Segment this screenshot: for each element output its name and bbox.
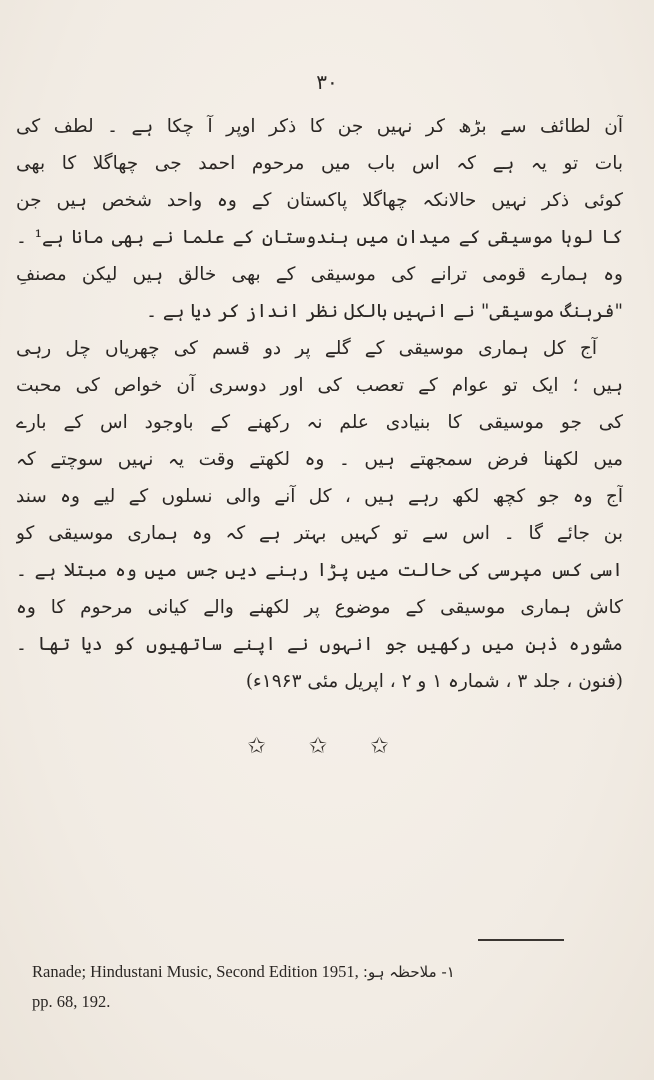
- text-line-9: کی جو موسیقی کا بنیادی علم نہ رکھنے کے باوجود اس کے بارے: [16, 412, 623, 433]
- text-line-11: آج وہ جو کچھ لکھ رہے ہیں ، کل آنے والی نسلوں کے لیے وہ سند: [16, 486, 623, 507]
- text-line-4: کا لوہا موسیقی کے میدان میں ہندوستان کے علما نے بھی مانا ہے¹ ۔: [16, 227, 623, 248]
- text-line-15: مشورہ ذہن میں رکھیں جو انہوں نے اپنے ساتھیوں کو دیا تھا ۔: [16, 634, 623, 655]
- body-text: [16, 108, 623, 700]
- text-line-3: کوئی ذکر نہیں حالانکہ چھاگلا پاکستان کے وہ واحد شخص ہیں جن: [16, 190, 623, 211]
- footnote-line-2: pp. 68, 192.: [32, 992, 111, 1011]
- text-line-2: بات تو یہ ہے کہ اس باب میں مرحوم احمد جی چھاگلا کا بھی: [16, 153, 623, 174]
- text-line-7: آج کل ہماری موسیقی کے گلے پر دو قسم کی چھریاں چل رہی: [16, 338, 597, 359]
- page-number: ۳۰: [316, 70, 338, 94]
- footnote-divider: [478, 939, 564, 941]
- footnote-marker: ۱- ملاحظہ ہو:: [362, 963, 455, 981]
- text-line-1: آن لطائف سے بڑھ کر نہیں جن کا ذکر اوپر آ چکا ہے ۔ لطف کی: [16, 116, 623, 137]
- star-ornament-icon: ✩ ✩ ✩: [247, 734, 407, 759]
- footnote: [32, 957, 592, 1017]
- citation-line: (فنون ، جلد ۳ ، شمارہ ۱ و ۲ ، اپریل مئی ۱۹۶۳ء): [245, 671, 623, 692]
- text-line-14: کاش ہماری موسیقی کے موضوع پر لکھنے والے کیانی مرحوم کا وہ: [16, 597, 623, 618]
- footnote-line-1: [32, 957, 592, 987]
- footnote-reference: Ranade; Hindustani Music, Second Edition 1951,: [32, 962, 359, 981]
- text-line-10: میں لکھنا فرض سمجھتے ہیں ۔ وہ لکھتے وقت یہ نہیں سوچتے کہ: [16, 449, 623, 470]
- text-line-5: وہ ہمارے قومی ترانے کی موسیقی کے بھی خالق ہیں لیکن مصنفِ: [16, 264, 623, 285]
- text-line-8: ہیں ؛ ایک تو عوام کے تعصب کی اور دوسری آن خواص کی محبت: [16, 375, 623, 396]
- text-line-12: بن جائے گا ۔ اس سے تو کہیں بہتر ہے کہ وہ ہماری موسیقی کو: [16, 523, 623, 544]
- text-line-6: "فرہنگ موسیقی" نے انہیں بالکل نظر انداز کر دیا ہے ۔: [146, 301, 623, 322]
- text-line-13: اسی کس مپرسی کی حالت میں پڑا رہنے دیں جس میں وہ مبتلا ہے ۔: [16, 560, 623, 581]
